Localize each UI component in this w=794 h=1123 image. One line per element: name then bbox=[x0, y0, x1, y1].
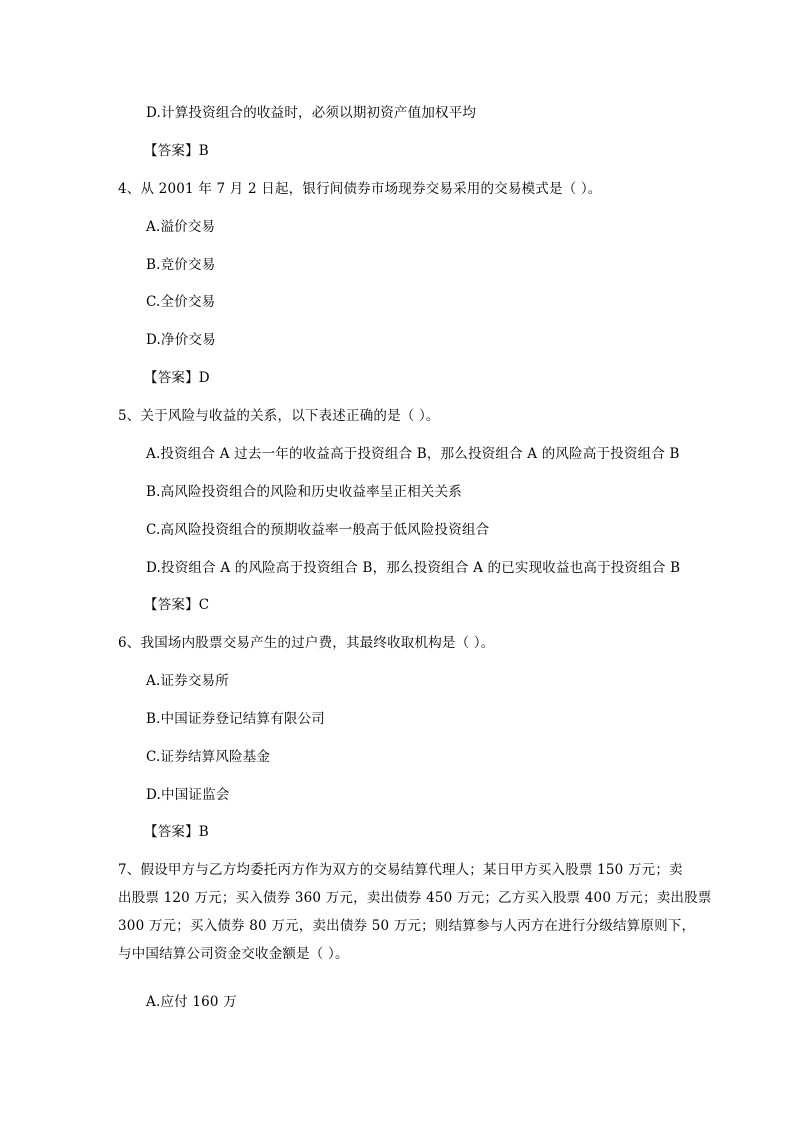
question-5: 5、关于风险与收益的关系，以下表述正确的是（ ）。 bbox=[118, 408, 440, 424]
q4-option-b: B.竞价交易 bbox=[146, 257, 216, 273]
question-7-line-2: 出股票 120 万元；买入债券 360 万元，卖出债券 450 万元；乙方买入股票 400 万元；卖出股票 bbox=[118, 890, 712, 906]
q6-option-b: B.中国证券登记结算有限公司 bbox=[146, 711, 326, 727]
q5-answer: 【答案】C bbox=[144, 597, 210, 613]
q6-option-d: D.中国证监会 bbox=[146, 787, 230, 803]
q4-option-a: A.溢价交易 bbox=[146, 219, 216, 235]
q5-option-b: B.高风险投资组合的风险和历史收益率呈正相关关系 bbox=[146, 484, 463, 500]
q4-option-d: D.净价交易 bbox=[146, 332, 216, 348]
question-7-line-1: 7、假设甲方与乙方均委托丙方作为双方的交易结算代理人；某日甲方买入股票 150 万元；卖 bbox=[118, 862, 683, 878]
q3-answer: 【答案】B bbox=[144, 143, 209, 159]
q6-option-c: C.证券结算风险基金 bbox=[146, 749, 271, 765]
q3-option-d: D.计算投资组合的收益时，必须以期初资产值加权平均 bbox=[146, 105, 477, 121]
q5-option-c: C.高风险投资组合的预期收益率一般高于低风险投资组合 bbox=[146, 522, 490, 538]
q4-answer: 【答案】D bbox=[144, 370, 210, 386]
q6-option-a: A.证券交易所 bbox=[146, 673, 229, 689]
question-7-line-4: 与中国结算公司资金交收金额是（ ）。 bbox=[118, 946, 349, 962]
q5-option-d: D.投资组合 A 的风险高于投资组合 B，那么投资组合 A 的已实现收益也高于投资组合 B bbox=[146, 560, 681, 576]
question-7-line-3: 300 万元；买入债券 80 万元，卖出债券 50 万元；则结算参与人丙方在进行分级结算原则下， bbox=[118, 918, 696, 934]
question-6: 6、我国场内股票交易产生的过户费，其最终收取机构是（ ）。 bbox=[118, 635, 495, 651]
question-4: 4、从 2001 年 7 月 2 日起，银行间债券市场现券交易采用的交易模式是（ ）。 bbox=[118, 181, 602, 197]
q7-option-a: A.应付 160 万 bbox=[146, 994, 237, 1010]
q4-option-c: C.全价交易 bbox=[146, 294, 216, 310]
q5-option-a: A.投资组合 A 过去一年的收益高于投资组合 B，那么投资组合 A 的风险高于投资组合 B bbox=[146, 446, 680, 462]
q6-answer: 【答案】B bbox=[144, 824, 209, 840]
